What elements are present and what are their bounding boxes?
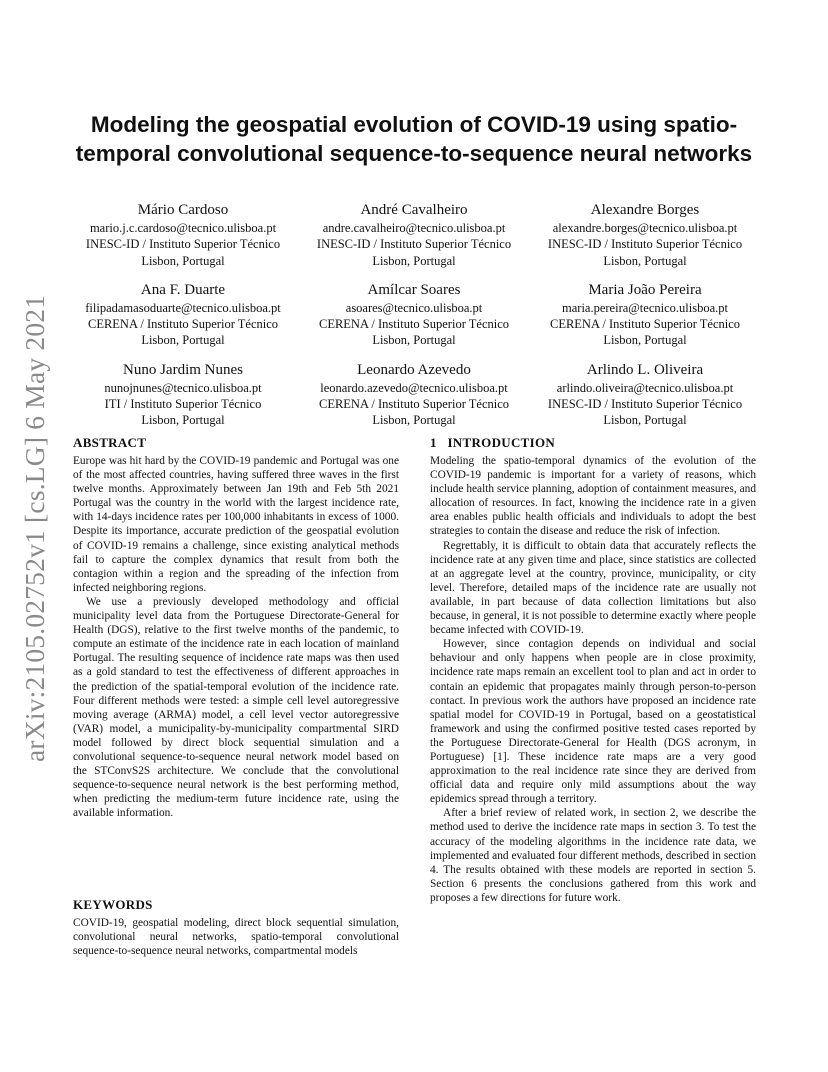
abstract-paragraph: Europe was hit hard by the COVID-19 pandemic and Portugal was one of the most affected countries, having suffered three waves in the first twelve months. Approximately between Jan 19th and Feb 5th 2021 Portugal was the country in the world with the largest incidence rate, with 14-days incidence rates per 100,000 inhabitants in excess of 1000. Despite its importance, accurate prediction of the geospatial evolution of COVID-19 remains a challenge, since existing analytical methods fail to capture the complex dynamics that result from both the contagion within a region and the spreading of the infection from infected neighboring regions. bbox=[73, 455, 399, 594]
author-name: André Cavalheiro bbox=[360, 202, 468, 218]
author-email: asoares@tecnico.ulisboa.pt bbox=[345, 300, 483, 315]
abstract-paragraph: We use a previously developed methodology and official municipality level data from the Portuguese Directorate-General for Health (DGS), relative to the first twelve months of the pandemic, to compute an estimate of the incidence rate in each location of mainland Portugal. The resulting sequence of incidence rate maps was then used as a gold standard to test the effectiveness of different approaches in the prediction of the spatial-temporal evolution of the incidence rate. Four different methods were tested: a simple cell level autoregressive moving average (ARMA) model, a cell level vector autoregressive (VAR) model, a municipality-by-municipality compartmental SIRD model followed by direct block sequential simulation and a convolutional sequence-to-sequence neural network model based on the STConvS2S architecture. We conclude that the convolutional sequence-to-sequence neural network is the best performing method, when predicting the medium-term future incidence rate, using the available information. bbox=[73, 595, 399, 820]
author-name: Leonardo Azevedo bbox=[357, 361, 471, 378]
author bbox=[530, 360, 760, 429]
author-location: Lisbon, Portugal bbox=[603, 413, 687, 428]
author bbox=[68, 200, 298, 269]
keywords-heading: KEYWORDS bbox=[73, 897, 153, 912]
author-name: Ana F. Duarte bbox=[140, 281, 226, 298]
arxiv-id: arXiv:2105.02752v1 [cs.LG] 6 May 2021 bbox=[19, 294, 50, 762]
author-location: Lisbon, Portugal bbox=[372, 333, 456, 348]
author-email: leonardo.azevedo@tecnico.ulisboa.pt bbox=[320, 380, 508, 395]
introduction-section bbox=[430, 434, 756, 905]
author-row bbox=[68, 200, 760, 269]
arxiv-watermark bbox=[14, 287, 56, 762]
author-affiliation: INESC-ID / Instituto Superior Técnico bbox=[85, 237, 281, 252]
author-name: Maria João Pereira bbox=[588, 281, 702, 298]
author-name: Amílcar Soares bbox=[367, 281, 461, 298]
author-location: Lisbon, Portugal bbox=[372, 413, 456, 428]
author-location: Lisbon, Portugal bbox=[372, 253, 456, 268]
author bbox=[299, 200, 529, 269]
author-name: Nuno Jardim Nunes bbox=[123, 361, 243, 378]
author-name: Alexandre Borges bbox=[590, 202, 700, 218]
author-email: arlindo.oliveira@tecnico.ulisboa.pt bbox=[556, 380, 734, 395]
paper-title: Modeling the geospatial evolution of COVID-19 using spatio-temporal convolutional sequence-to-sequence neural networks bbox=[75, 112, 753, 166]
author-email: filipadamasoduarte@tecnico.ulisboa.pt bbox=[85, 300, 281, 315]
author-name: Mário Cardoso bbox=[137, 202, 229, 218]
author-location: Lisbon, Portugal bbox=[603, 333, 687, 348]
author bbox=[530, 280, 760, 349]
author-location: Lisbon, Portugal bbox=[141, 253, 225, 268]
author-email: nunojnunes@tecnico.ulisboa.pt bbox=[104, 380, 262, 395]
author-affiliation: CERENA / Instituto Superior Técnico bbox=[87, 317, 279, 332]
author-affiliation: CERENA / Instituto Superior Técnico bbox=[318, 317, 510, 332]
introduction-heading: 1 INTRODUCTION bbox=[430, 435, 556, 450]
author-block bbox=[68, 200, 760, 440]
author-affiliation: CERENA / Instituto Superior Técnico bbox=[549, 317, 741, 332]
author bbox=[68, 280, 298, 349]
keywords-text: COVID-19, geospatial modeling, direct block sequential simulation, convolutional neural networks, spatio-temporal convolutional sequence-to-sequence neural networks, compartmental models bbox=[73, 917, 399, 958]
author bbox=[299, 360, 529, 429]
introduction-paragraph: However, since contagion depends on individual and social behaviour and only happens when people are in close proximity, incidence rate maps remain an excellent tool to plan and act in order to contain an epidemic that propagates mainly through person-to-person contact. In previous work the authors have proposed an incidence rate spatial model for COVID-19 in Portugal, based on a geostatistical framework and using the confirmed positive tested cases reported by the Portuguese Directorate-General for Health (DGS acronym, in Portuguese) [1]. These incidence rate maps are a very good approximation to the real incidence rate since they are derived from official data and require only mild assumptions about the way epidemics spread through a territory. bbox=[430, 638, 756, 806]
author-location: Lisbon, Portugal bbox=[141, 333, 225, 348]
introduction-paragraph: Regrettably, it is difficult to obtain data that accurately reflects the incidence rate at any given time and place, since statistics are collected at an aggregate level at the country, province, municipality, or city level. Therefore, detailed maps of the incidence rate are usually not available, in part because of data collection limitations but also because, in general, it is not possible to determine exactly where people became infected with COVID-19. bbox=[430, 539, 756, 637]
author-affiliation: CERENA / Instituto Superior Técnico bbox=[318, 397, 510, 412]
introduction-paragraph: After a brief review of related work, in section 2, we describe the method used to derive the incidence rate maps in section 3. To test the accuracy of the modeling algorithms in the incidence rate data, we implemented and evaluated four different methods, described in section 4. The results obtained with these models are reported in section 5. Section 6 presents the conclusions gathered from this work and proposes a few directions for future work. bbox=[430, 807, 756, 904]
introduction-paragraph: Modeling the spatio-temporal dynamics of the evolution of the COVID-19 pandemic is important for a variety of reasons, which include health service planning, adoption of containment measures, and allocation of resources. In fact, knowing the incidence rate in a given area enables public health officials and individuals to adopt the best strategies to contain the disease and reduce the risk of infection. bbox=[430, 455, 756, 538]
author-email: alexandre.borges@tecnico.ulisboa.pt bbox=[552, 221, 738, 235]
author-email: mario.j.c.cardoso@tecnico.ulisboa.pt bbox=[89, 221, 277, 235]
author-affiliation: INESC-ID / Instituto Superior Técnico bbox=[547, 397, 743, 412]
author bbox=[299, 280, 529, 349]
author-location: Lisbon, Portugal bbox=[603, 253, 687, 268]
author-email: andre.cavalheiro@tecnico.ulisboa.pt bbox=[322, 221, 506, 235]
author-email: maria.pereira@tecnico.ulisboa.pt bbox=[562, 300, 728, 315]
author-name: Arlindo L. Oliveira bbox=[586, 361, 704, 378]
author-affiliation: INESC-ID / Instituto Superior Técnico bbox=[547, 237, 743, 252]
author-affiliation: ITI / Instituto Superior Técnico bbox=[104, 397, 262, 412]
author-row bbox=[68, 280, 760, 349]
author bbox=[530, 200, 760, 269]
author bbox=[68, 360, 298, 429]
abstract-heading: ABSTRACT bbox=[73, 435, 147, 450]
abstract-section bbox=[73, 434, 399, 820]
author-location: Lisbon, Portugal bbox=[141, 413, 225, 428]
keywords-section bbox=[73, 896, 399, 958]
author-affiliation: INESC-ID / Instituto Superior Técnico bbox=[316, 237, 512, 252]
author-row bbox=[68, 360, 760, 429]
